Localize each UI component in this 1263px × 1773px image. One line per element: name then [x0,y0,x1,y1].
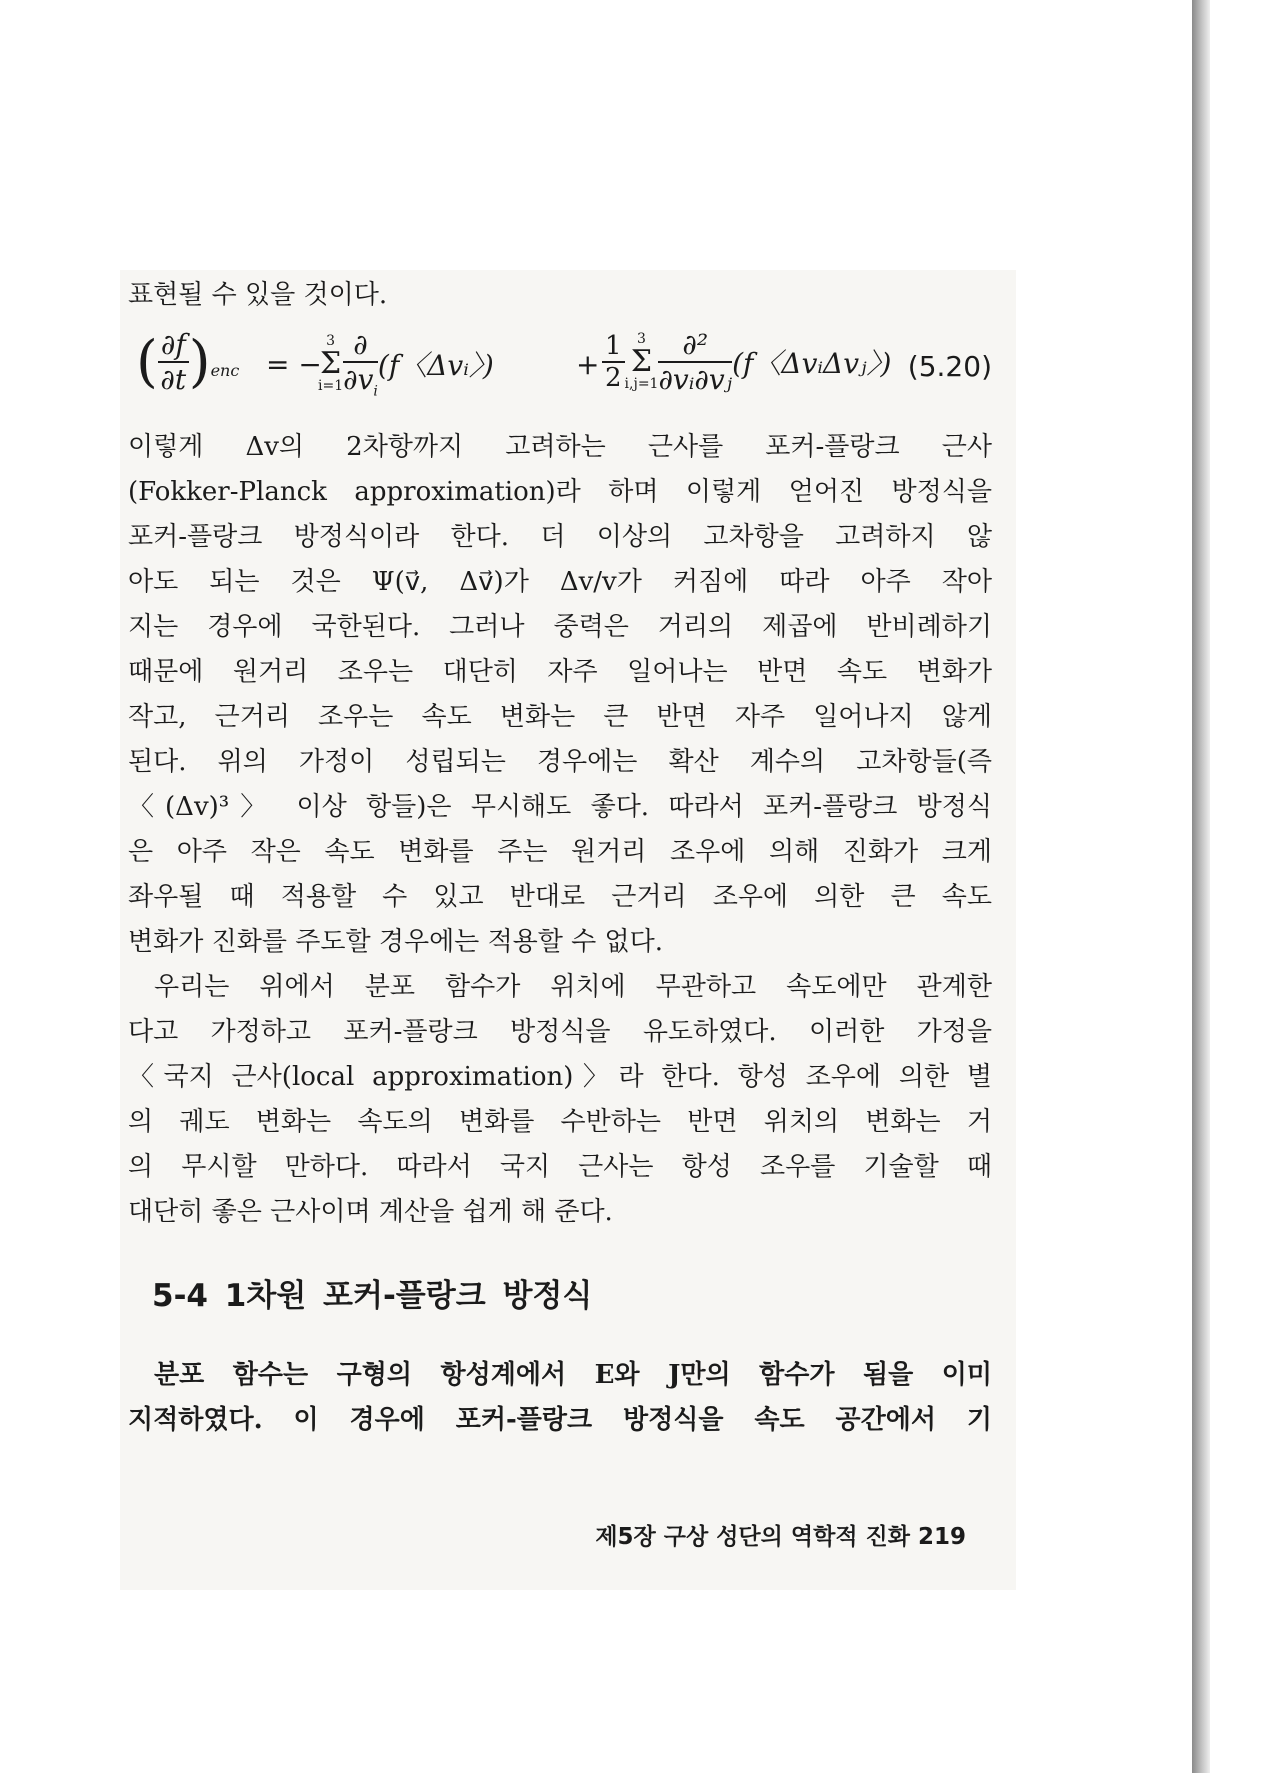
text-line: 의 궤도 변화는 속도의 변화를 수반하는 반면 위치의 변화는 거 [128,1107,992,1137]
text-line: 지는 경우에 국한된다. 그러나 중력은 거리의 제곱에 반비례하기 [128,612,992,642]
page-edge-shadow [1192,0,1210,1773]
paragraph-fokker-planck-approximation [128,425,992,1235]
text-line: 분포 함수는 구형의 항성계에서 E와 J만의 함수가 됨을 이미 [154,1360,992,1390]
text-line: 된다. 위의 가정이 성립되는 경우에는 확산 계수의 고차항들(즉 [128,747,992,777]
text-line: (Fokker-Planck approximation)라 하며 이렇게 얻어진 방정식을 [128,477,992,507]
equation-term-2: $\frac{1}{2}$ 3 Σ i,j=1 $\frac{\text{∂²}}{\text{∂vᵢ∂vⱼ}}$ (f〈ΔvᵢΔvⱼ〉) [602,328,891,418]
text-line: 변화가 진화를 주도할 경우에는 적용할 수 없다. [128,927,664,957]
equation-sign-1: = − [266,348,322,381]
text-line: 작고, 근거리 조우는 속도 변화는 큰 반면 자주 일어나지 않게 [128,702,992,732]
equation-number: (5.20) [907,350,992,383]
equation-sign-2: + [576,348,600,381]
text-line: 우리는 위에서 분포 함수가 위치에 무관하고 속도에만 관계한 [154,972,992,1002]
text-line: 〈국지 근사(local approximation)〉라 한다. 항성 조우에 의한 별 [128,1062,992,1092]
equation-term-1: 3 Σ i=1 $\frac{\partial}{\partial v_i}$ (f〈Δvᵢ〉) [318,328,494,400]
text-line: 은 아주 작은 속도 변화를 주는 원거리 조우에 의해 진화가 크게 [128,837,992,867]
page-footer: 제5장 구상 성단의 역학적 진화 219 [595,1524,966,1550]
equation-5-20 [128,328,992,418]
text-line: 〈(Δv)³〉 이상 항들)은 무시해도 좋다. 따라서 포커-플랑크 방정식 [128,792,992,822]
text-line: 다고 가정하고 포커-플랑크 방정식을 유도하였다. 이러한 가정을 [128,1017,992,1047]
text-line: 대단히 좋은 근사이며 계산을 쉽게 해 준다. [128,1197,613,1227]
text-line: 포커-플랑크 방정식이라 한다. 더 이상의 고차항을 고려하지 않 [128,522,992,552]
text-line: 때문에 원거리 조우는 대단히 자주 일어나는 반면 속도 변화가 [128,657,992,687]
text-line: 의 무시할 만하다. 따라서 국지 근사는 항성 조우를 기술할 때 [128,1152,992,1182]
text-line: 좌우될 때 적용할 수 있고 반대로 근거리 조우에 의한 큰 속도 [128,882,992,912]
text-line: 이렇게 Δv의 2차항까지 고려하는 근사를 포커-플랑크 근사 [128,432,992,462]
section-heading: 5-4 1차원 포커-플랑크 방정식 [152,1278,593,1314]
text-line: 표현될 수 있을 것이다. [128,280,388,310]
paragraph-one-dimensional [128,1353,992,1443]
text-line: 아도 되는 것은 Ψ(v⃗, Δv⃗)가 Δv/v가 커짐에 따라 아주 작아 [128,567,992,597]
lead-line [128,273,992,318]
text-line: 지적하였다. 이 경우에 포커-플랑크 방정식을 속도 공간에서 기 [128,1405,992,1435]
equation-lhs: ( $\frac{\partial f}{\partial t}$ )$_{enc}$ [136,328,240,396]
